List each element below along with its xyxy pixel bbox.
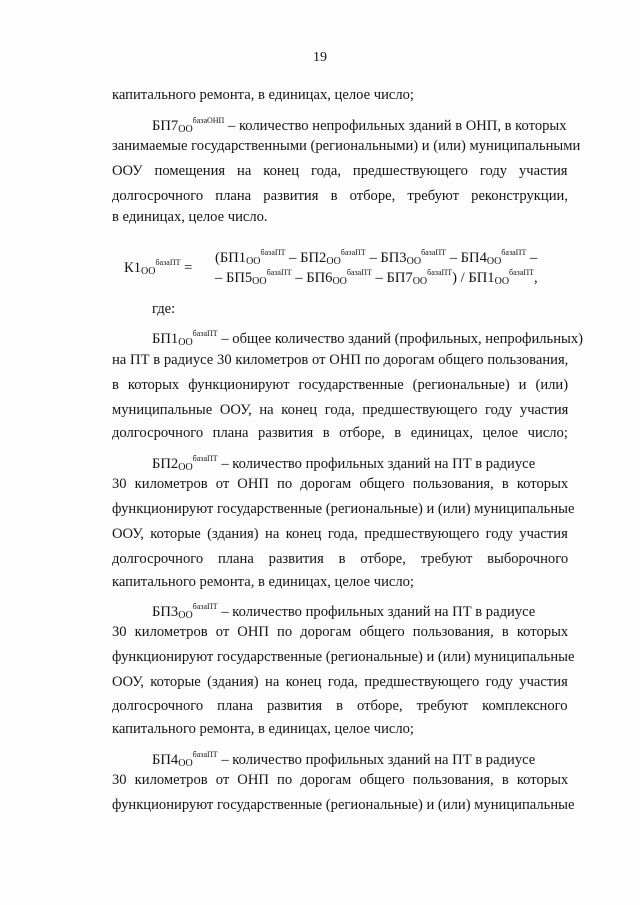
text-line: долгосрочного плана развития в отборе, требуют комплексного xyxy=(112,698,568,714)
text-line: $БП4_{ОО}^{базаПТ}$ – количество профильных зданий на ПТ в радиусе xyxy=(152,750,536,769)
text-line: функционируют государственные (региональные) и (или) муниципальные xyxy=(112,797,575,813)
formula-row-1: ($БП1_{ОО}^{базаПТ} - БП2_{ОО}^{базаПТ} - БП3_{ОО}^{базаПТ} - БП4_{ОО}^{базаПТ}$ – xyxy=(215,248,538,267)
text-line: капитального ремонта, в единицах, целое число; xyxy=(112,721,414,737)
text-line: $БП1_{ОО}^{базаПТ}$ – общее количество зданий (профильных, непрофильных) xyxy=(152,329,583,348)
text-line: $БП3_{ОО}^{базаПТ}$ – количество профильных зданий на ПТ в радиусе xyxy=(152,602,536,621)
where-label: где: xyxy=(152,301,176,317)
text-line: функционируют государственные (региональные) и (или) муниципальные xyxy=(112,501,575,517)
text-line: в единицах, целое число. xyxy=(112,209,268,225)
page-number: 19 xyxy=(313,50,327,65)
text-line: $БП7_{ОО}^{базаОНП}$ – количество непрофильных зданий в ОНП, в которых xyxy=(152,116,567,135)
text-line: на ПТ в радиусе 30 километров от ОНП по дорогам общего пользования, xyxy=(112,352,569,368)
text-line: долгосрочного плана развития в отборе, требуют выборочного xyxy=(112,551,569,567)
text-line: 30 километров от ОНП по дорогам общего пользования, в которых xyxy=(112,624,569,640)
text-line: капитального ремонта, в единицах, целое число; xyxy=(112,87,414,103)
text-line: долгосрочного плана развития в отборе, в единицах, целое число; xyxy=(112,425,568,441)
text-line: в которых функционируют государственные (региональные) и (или) xyxy=(112,377,569,393)
text-line: капитального ремонта, в единицах, целое число; xyxy=(112,574,414,590)
text-line: ООУ помещения на конец года, предшествующего году участия xyxy=(112,163,568,179)
text-line: ООУ, которые (здания) на конец года, предшествующего году участия xyxy=(112,526,568,542)
text-line: $БП2_{ОО}^{базаПТ}$ – количество профильных зданий на ПТ в радиусе xyxy=(152,454,536,473)
text-line: ООУ, которые (здания) на конец года, предшествующего году участия xyxy=(112,674,568,690)
text-line: 30 километров от ОНП по дорогам общего пользования, в которых xyxy=(112,476,569,492)
text-line: функционируют государственные (региональные) и (или) муниципальные xyxy=(112,649,575,665)
text-line: муниципальные ООУ, на конец года, предшествующего году участия xyxy=(112,402,569,418)
formula-row-2: – $БП5_{ОО}^{базаПТ} - БП6_{ОО}^{базаПТ} - БП7_{ОО}^{базаПТ}) / БП1_{ОО}^{базаПТ}$, xyxy=(215,268,538,287)
text-line: 30 километров от ОНП по дорогам общего пользования, в которых xyxy=(112,772,569,788)
formula-lhs: $К1_{ОО}^{базаПТ}$ = xyxy=(124,258,193,277)
text-line: долгосрочного плана развития в отборе, требуют реконструкции, xyxy=(112,188,568,204)
text-line: занимаемые государственными (региональными) и (или) муниципальными xyxy=(112,138,581,154)
